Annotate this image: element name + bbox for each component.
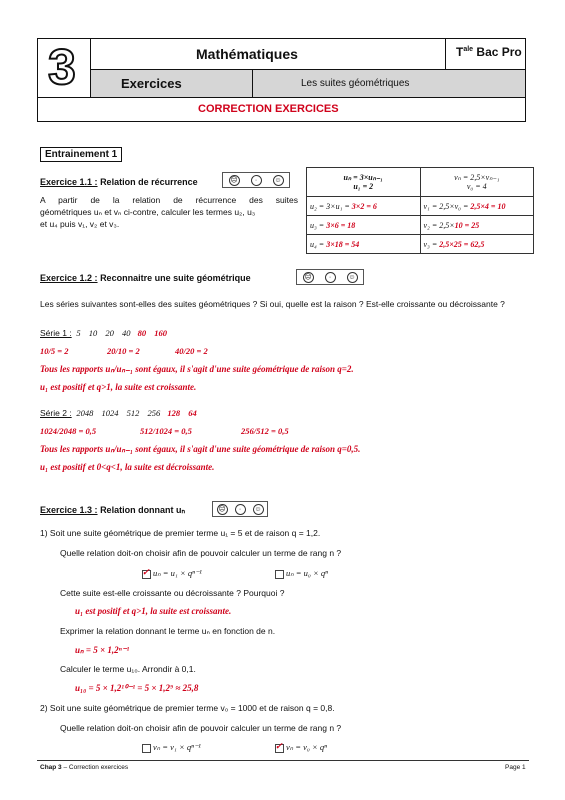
series2-conclusion-2: u₁ est positif et 0<q<1, la suite est décroissante.: [40, 462, 215, 472]
series2-ratio-2: 512/1024 = 0,5: [140, 426, 192, 436]
series1-ratio-2: 20/10 = 2: [107, 346, 140, 356]
neutral-face-icon: ·: [251, 175, 262, 186]
table-row: u₂ = 3×u₁ = 3×2 = 6 v₁ = 2,5×v₀ = 2,5×4 = 10: [307, 197, 534, 216]
ex11-statement: A partir de la relation de récurrence des suites géométriques uₙ et vₙ ci-contre, calculer les termes u₂, u₃ et u₄ puis v₁, v₂ et v₃.: [40, 195, 298, 229]
ex13-q1a: Quelle relation doit-on choisir afin de pouvoir calculer un terme de rang n ?: [60, 548, 342, 558]
ex13-q2-option-1[interactable]: vₙ = v₁ × qⁿ⁻¹: [142, 742, 201, 753]
correction-title: CORRECTION EXERCICES: [198, 103, 339, 115]
series2-conclusion-1: Tous les rapports uₙ/uₙ₋₁ sont égaux, il s'agit d'une suite géométrique de raison q=0,5.: [40, 444, 361, 454]
ex13-q2a: Quelle relation doit-on choisir afin de pouvoir calculer un terme de rang n ?: [60, 723, 342, 733]
series2-ratio-3: 256/512 = 0,5: [241, 426, 289, 436]
ex13-q1-option-1[interactable]: ✓uₙ = u₁ × qⁿ⁻¹: [142, 568, 202, 579]
checkbox-checked[interactable]: [275, 744, 284, 753]
footer-left: Chap 3 – Correction exercices: [40, 764, 129, 771]
training-title: Entrainement 1: [40, 147, 122, 162]
section-label: Exercices: [121, 76, 182, 91]
series2-line: Série 2 : 2048 1024 512 256 128 64: [40, 408, 197, 418]
level-label: $T^{ale}$ Bac Pro: [456, 45, 522, 59]
ex11-smileys: [222, 172, 290, 188]
ex13-q1-option-2[interactable]: uₙ = u₀ × qⁿ: [275, 568, 328, 579]
table-row: u₃ = 3×6 = 18 v₂ = 2,5×10 = 25: [307, 216, 534, 235]
neutral-face-icon: ·: [235, 504, 246, 515]
chapter-number: 3: [48, 39, 76, 95]
table-row: u₄ = 3×18 = 54 v₃ = 2,5×25 = 62,5: [307, 235, 534, 254]
happy-face-icon: ☺: [274, 176, 282, 184]
ex13-q1c: Exprimer la relation donnant le terme uₙ en fonction de n.: [60, 626, 276, 636]
ex11-title: Exercice 1.1 : Relation de récurrence: [40, 177, 198, 187]
subject-title: Mathématiques: [196, 46, 298, 62]
ex12-title: Exercice 1.2 : Reconnaitre une suite géométrique: [40, 273, 251, 283]
ex13-title: Exercice 1.3 : Relation donnant uₙ: [40, 505, 186, 515]
ex13-q2-option-2[interactable]: ✓ vₙ = v₀ × qⁿ: [275, 742, 327, 753]
checkbox-unchecked[interactable]: [142, 744, 151, 753]
series1-ratio-3: 40/20 = 2: [175, 346, 208, 356]
ex13-q1d-answer: u₁₀ = 5 × 1,2¹⁰⁻¹ = 5 × 1,2⁹ ≈ 25,8: [75, 683, 199, 693]
footer-rule: [37, 760, 529, 761]
ex13-q1b: Cette suite est-elle croissante ou décroissante ? Pourquoi ?: [60, 588, 285, 598]
checkbox-checked[interactable]: [142, 570, 151, 579]
ex13-q1c-answer: uₙ = 5 × 1,2ⁿ⁻¹: [75, 645, 130, 655]
happy-face-icon: ☺: [254, 505, 262, 513]
sad-face-icon: ☹: [304, 273, 312, 281]
sad-face-icon: ☹: [218, 505, 226, 513]
checkbox-unchecked[interactable]: [275, 570, 284, 579]
ex12-smileys: [296, 269, 364, 285]
ex13-q2: 2) Soit une suite géométrique de premier terme v₀ = 1000 et de raison q = 0,8.: [40, 703, 335, 713]
ex13-q1d: Calculer le terme u₁₀. Arrondir à 0,1.: [60, 664, 196, 674]
topic-label: Les suites géométriques: [301, 78, 410, 89]
series1-conclusion-2: u₁ est positif et q>1, la suite est croissante.: [40, 382, 197, 392]
ex11-table: uₙ = 3×uₙ₋₁ u₁ = 2 vₙ = 2,5×vₙ₋₁ v₀ = 4 u₂ = 3×u₁ = 3×2 = 6 v₁ = 2,5×v₀ = 2,5×4 = 10 u₃ = 3×6 = 18 v₂ = 2,5×10 = 25 u₄ = 3×18 = 54 v₃ = 2,5×25 = 62,5: [306, 167, 534, 254]
series2-ratio-1: 1024/2048 = 0,5: [40, 426, 97, 436]
series1-line: Série 1 : 5 10 20 40 80 160: [40, 328, 167, 338]
ex12-statement: Les séries suivantes sont-elles des suites géométriques ? Si oui, quelle est la raison ? Est-elle croissante ou décroissante ?: [40, 299, 505, 309]
sad-face-icon: ☹: [230, 176, 238, 184]
ex13-smileys: [212, 501, 268, 517]
neutral-face-icon: ·: [325, 272, 336, 283]
series1-ratio-1: 10/5 = 2: [40, 346, 69, 356]
series1-conclusion-1: Tous les rapports uₙ/uₙ₋₁ sont égaux, il s'agit d'une suite géométrique de raison q=2.: [40, 364, 354, 374]
happy-face-icon: ☺: [348, 273, 356, 281]
header-table: [37, 38, 526, 122]
ex13-q1b-answer: u₁ est positif et q>1, la suite est croissante.: [75, 606, 232, 616]
footer-page: Page 1: [505, 764, 526, 771]
ex13-q1: 1) Soit une suite géométrique de premier terme u₁ = 5 et de raison q = 1,2.: [40, 528, 321, 538]
